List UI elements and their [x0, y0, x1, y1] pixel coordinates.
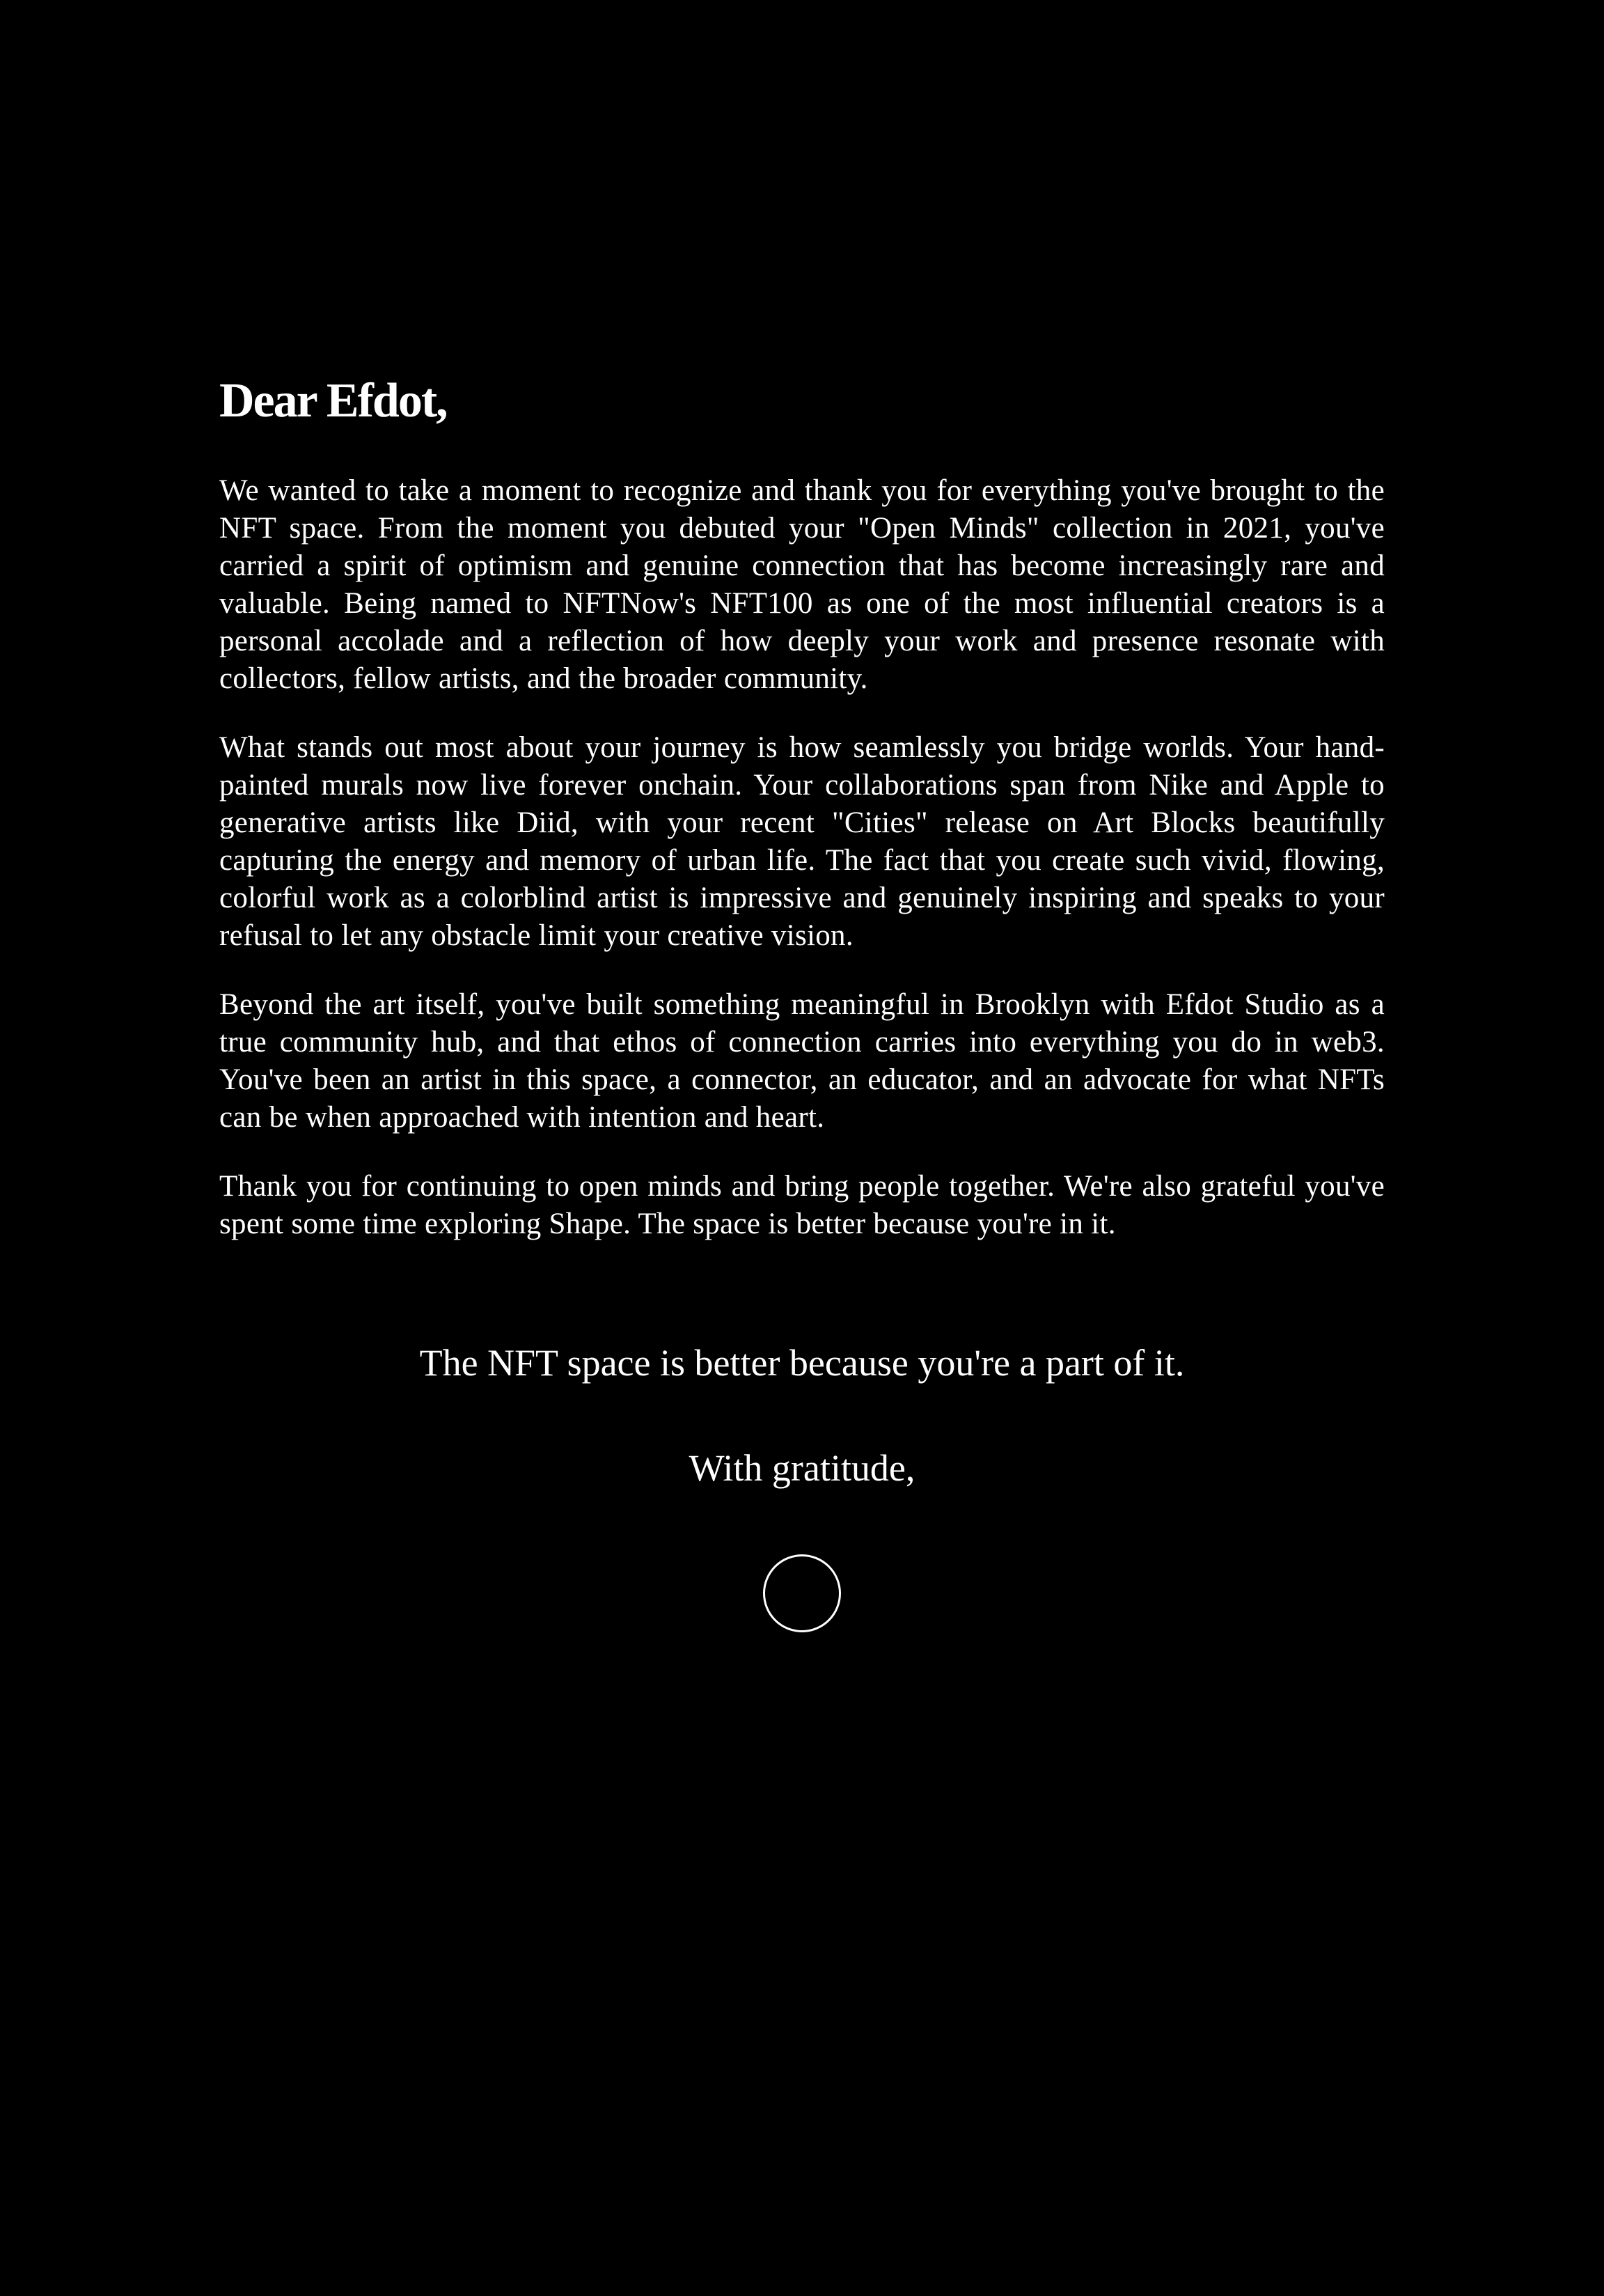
- paragraph: We wanted to take a moment to recognize and thank you for everything you've brought to the NFT space. From the moment you debuted your "Open Minds" collection in 2021, you've carried a spirit of optimism and genuine connection that has become increasingly rare and valuable. Being named to NFTNow's NFT100 as one of the most influential creators is a personal accolade and a reflection of how deeply your work and presence resonate with collectors, fellow artists, and the broader community.: [219, 474, 1385, 695]
- letter-body: [219, 472, 1385, 1243]
- paragraph: Thank you for continuing to open minds and bring people together. We're also grateful you've spent some time exploring Shape. The space is better because you're in it.: [219, 1170, 1385, 1240]
- signoff: With gratitude,: [689, 1447, 915, 1489]
- greeting-heading: Dear Efdot,: [219, 374, 447, 428]
- letter: [219, 372, 1385, 1274]
- circle-icon: [763, 1554, 841, 1632]
- paragraph: Beyond the art itself, you've built something meaningful in Brooklyn with Efdot Studio as a true community hub, and that ethos of connection carries into everything you do in web3. You've been an artist in this space, a connector, an educator, and an advocate for what NFTs can be when approached with intention and heart.: [219, 988, 1385, 1134]
- closing-line: The NFT space is better because you're a part of it.: [419, 1342, 1185, 1384]
- paragraph: What stands out most about your journey is how seamlessly you bridge worlds. Your hand-painted murals now live forever onchain. Your collaborations span from Nike and Apple to generative artists like Diid, with your recent "Cities" release on Art Blocks beautifully capturing the energy and memory of urban life. The fact that you create such vivid, flowing, colorful work as a colorblind artist is impressive and genuinely inspiring and speaks to your refusal to let any obstacle limit your creative vision.: [219, 731, 1385, 952]
